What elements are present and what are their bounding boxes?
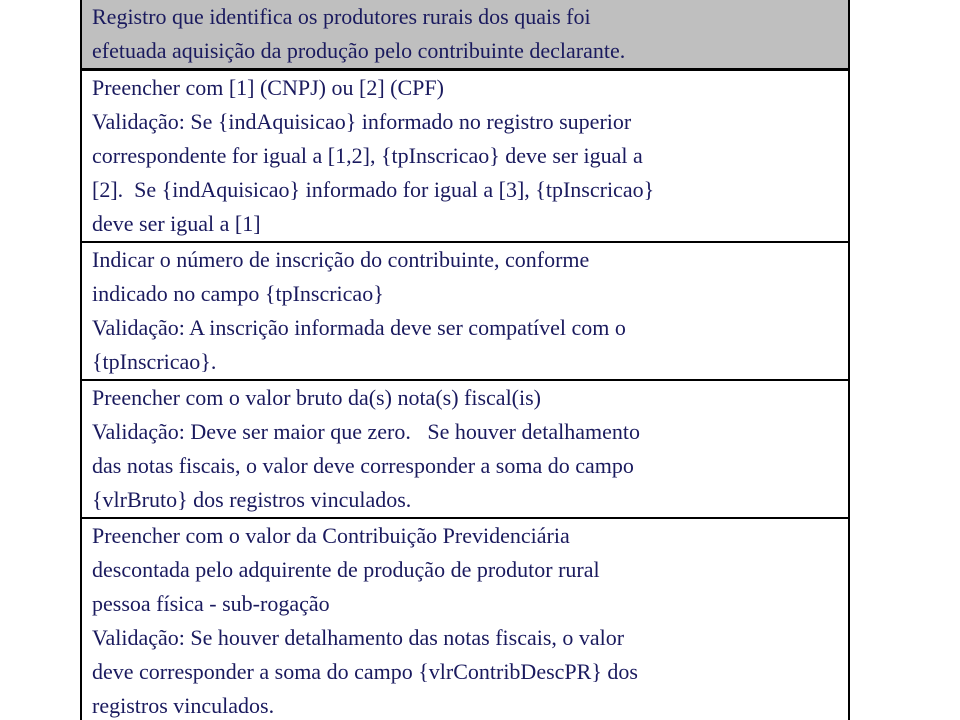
row-text-line: descontada pelo adquirente de produção de produtor rural <box>92 557 600 582</box>
row-text-line: pessoa física - sub-rogação <box>92 591 330 616</box>
row-text-line: Preencher com [1] (CNPJ) ou [2] (CPF) <box>92 75 444 100</box>
row-text-line: das notas fiscais, o valor deve corresponder a soma do campo <box>92 453 634 478</box>
row-text-line: deve corresponder a soma do campo {vlrContribDescPR} dos <box>92 659 638 684</box>
table-row-vlrcontribdescpr <box>82 519 848 720</box>
row-text-line: {tpInscricao}. <box>92 349 217 374</box>
row-text-line: {vlrBruto} dos registros vinculados. <box>92 487 412 512</box>
description-table <box>80 0 850 720</box>
header-line-1: Registro que identifica os produtores rurais dos quais foi <box>92 4 591 29</box>
row-text-line: Preencher com o valor da Contribuição Previdenciária <box>92 523 570 548</box>
row-text-line: Validação: Se {indAquisicao} informado no registro superior <box>92 109 632 134</box>
row-text-line: Validação: Se houver detalhamento das notas fiscais, o valor <box>92 625 625 650</box>
header-line-2: efetuada aquisição da produção pelo contribuinte declarante. <box>92 38 626 63</box>
row-text-line: [2]. Se {indAquisicao} informado for igual a [3], {tpInscricao} <box>92 177 655 202</box>
table-header-row <box>82 0 848 71</box>
row-text-line: Preencher com o valor bruto da(s) nota(s) fiscal(is) <box>92 385 542 410</box>
row-text-line: Validação: A inscrição informada deve ser compatível com o <box>92 315 626 340</box>
row-text-line: correspondente for igual a [1,2], {tpInscricao} deve ser igual a <box>92 143 643 168</box>
row-text-line: Validação: Deve ser maior que zero. Se houver detalhamento <box>92 419 640 444</box>
row-text-line: Indicar o número de inscrição do contribuinte, conforme <box>92 247 590 272</box>
row-text-line: deve ser igual a [1] <box>92 211 261 236</box>
row-text-line: registros vinculados. <box>92 693 275 718</box>
table-row-tpinscricao <box>82 71 848 243</box>
table-row-vlrbruto <box>82 381 848 519</box>
table-row-nrinscricao <box>82 243 848 381</box>
row-text-line: indicado no campo {tpInscricao} <box>92 281 384 306</box>
